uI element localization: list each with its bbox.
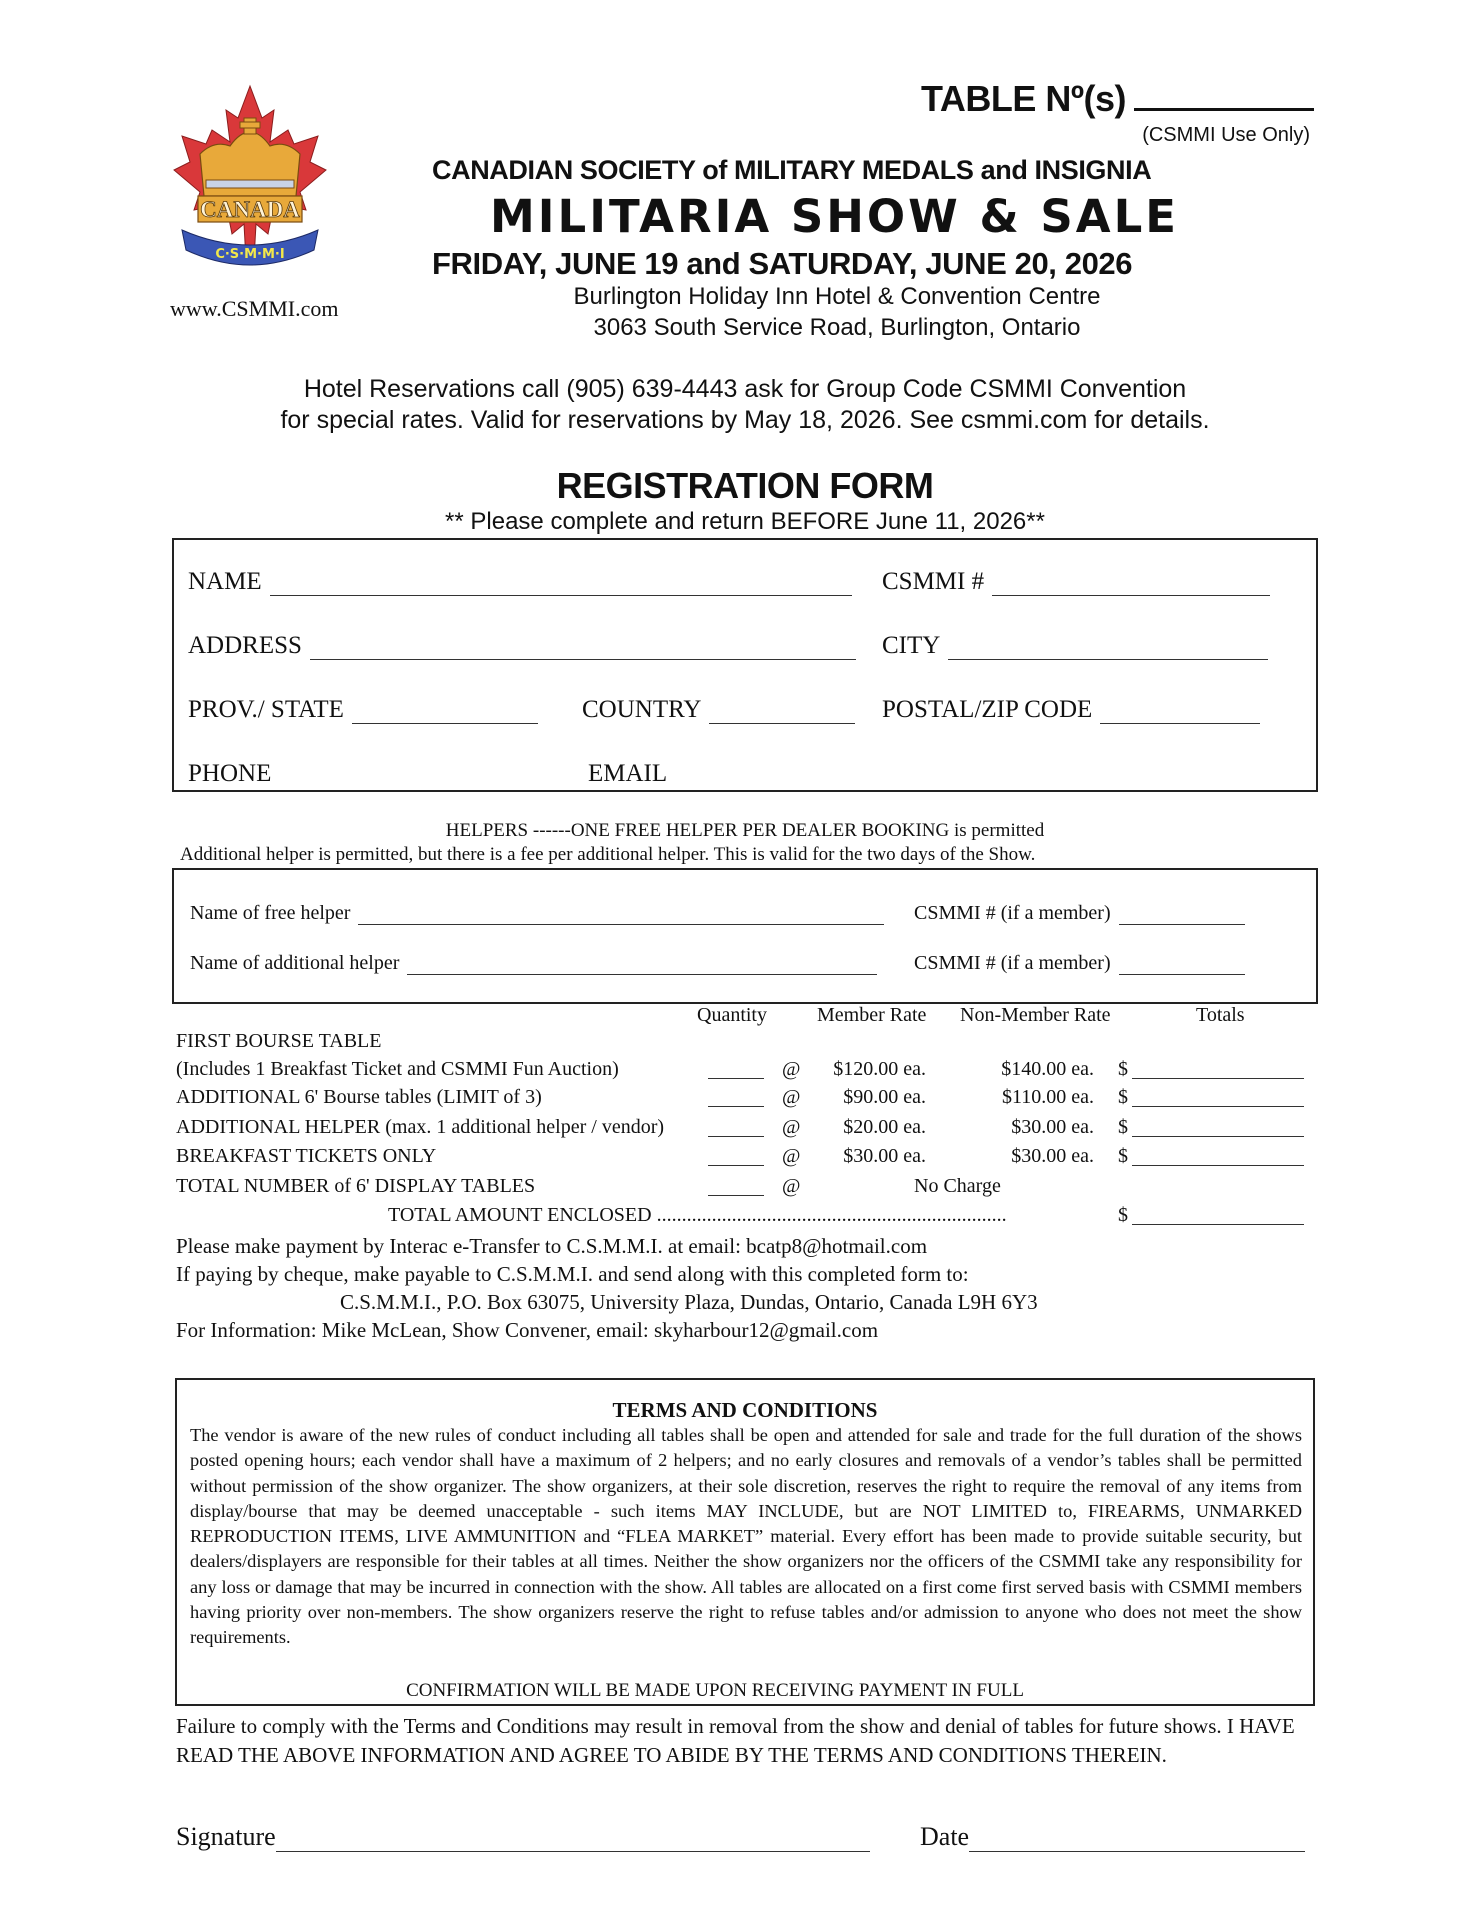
date-field[interactable]: [920, 1822, 1305, 1852]
country-field[interactable]: [582, 696, 855, 724]
additional-helper-non-member-rate: $30.00 ea.: [1011, 1116, 1094, 1138]
fee-row-label: TOTAL NUMBER of 6' DISPLAY TABLES: [176, 1175, 536, 1197]
first-table-total-input[interactable]: [1132, 1078, 1304, 1079]
non-member-rate-header: Non-Member Rate: [960, 1004, 1111, 1026]
display-tables-quantity-input[interactable]: [708, 1195, 764, 1196]
at-symbol: @: [782, 1116, 801, 1138]
helpers-heading: HELPERS ------ONE FREE HELPER PER DEALER BOOKING is permitted: [445, 820, 1045, 841]
country-label: COUNTRY: [582, 696, 702, 723]
additional-helper-csmmi-field[interactable]: [914, 952, 1245, 975]
hotel-info-line-2: for special rates. Valid for reservations by May 18, 2026. See csmmi.com for details.: [280, 406, 1210, 434]
additional-helper-label: Name of additional helper: [190, 952, 400, 974]
table-number-label: TABLE Nº(s): [921, 78, 1126, 119]
prov-state-label: PROV./ STATE: [188, 696, 344, 723]
helpers-note: Additional helper is permitted, but there is a fee per additional helper. This is valid for the two days of the Show.: [180, 844, 1036, 865]
prov-state-field[interactable]: [188, 696, 538, 724]
hotel-info-line-1: Hotel Reservations call (905) 639-4443 ask for Group Code CSMMI Convention: [303, 375, 1187, 403]
free-helper-csmmi-field[interactable]: [914, 902, 1245, 925]
page-title: REGISTRATION FORM: [556, 465, 934, 506]
agreement-statement: Failure to comply with the Terms and Conditions may result in removal from the show and denial of tables for future shows. I HAVE READ THE ABOVE INFORMATION AND AGREE TO ABIDE BY THE TERMS AND CONDITIONS THEREIN.: [176, 1714, 1295, 1767]
address-label: ADDRESS: [188, 632, 302, 659]
fee-row-label: ADDITIONAL 6' Bourse tables (LIMIT of 3): [176, 1086, 542, 1108]
at-symbol: @: [782, 1058, 801, 1080]
additional-helper-member-rate: $20.00 ea.: [843, 1116, 926, 1138]
mailing-address: C.S.M.M.I., P.O. Box 63075, University Plaza, Dundas, Ontario, Canada L9H 6Y3: [340, 1290, 1038, 1314]
additional-tables-total-input[interactable]: [1132, 1106, 1304, 1107]
email-label: EMAIL: [588, 760, 668, 787]
additional-tables-member-rate: $90.00 ea.: [843, 1086, 926, 1108]
helpers-section: [172, 868, 1318, 1004]
additional-tables-non-member-rate: $110.00 ea.: [1001, 1086, 1094, 1108]
table-number-blank[interactable]: [1134, 78, 1314, 111]
first-table-member-rate: $120.00 ea.: [833, 1058, 926, 1080]
society-name: CANADIAN SOCIETY of MILITARY MEDALS and INSIGNIA: [432, 155, 1152, 185]
first-table-quantity-input[interactable]: [708, 1078, 764, 1079]
at-symbol: @: [782, 1145, 801, 1167]
city-field[interactable]: [882, 632, 1268, 660]
confirmation-notice: CONFIRMATION WILL BE MADE UPON RECEIVING PAYMENT IN FULL: [406, 1680, 1024, 1701]
first-table-non-member-rate: $140.00 ea.: [1001, 1058, 1094, 1080]
postal-code-label: POSTAL/ZIP CODE: [882, 696, 1093, 723]
email-field[interactable]: [588, 760, 667, 788]
dollar-sign: $: [1118, 1086, 1128, 1108]
logo-canada-text: CANADA: [200, 197, 300, 222]
fee-row-label: ADDITIONAL HELPER (max. 1 additional helper / vendor): [176, 1116, 665, 1138]
dollar-sign: $: [1118, 1058, 1128, 1080]
contact-information: For Information: Mike McLean, Show Convener, email: skyharbour12@gmail.com: [176, 1318, 879, 1342]
free-helper-label: Name of free helper: [190, 902, 351, 924]
contact-info-section: [172, 538, 1318, 792]
breakfast-tickets-member-rate: $30.00 ea.: [843, 1145, 926, 1167]
show-dates: FRIDAY, JUNE 19 and SATURDAY, JUNE 20, 2026: [432, 246, 1133, 281]
table-number-field: [921, 78, 1314, 120]
address-field[interactable]: [188, 632, 856, 660]
name-field[interactable]: [188, 568, 852, 596]
member-rate-header: Member Rate: [817, 1004, 927, 1026]
dollar-sign: $: [1118, 1116, 1128, 1138]
signature-label: Signature: [176, 1822, 276, 1851]
breakfast-tickets-total-input[interactable]: [1132, 1165, 1304, 1166]
totals-header: Totals: [1196, 1004, 1245, 1026]
total-amount-enclosed-label: TOTAL AMOUNT ENCLOSED ......................................................................: [388, 1204, 1007, 1226]
additional-helper-total-input[interactable]: [1132, 1136, 1304, 1137]
free-helper-csmmi-label: CSMMI # (if a member): [914, 902, 1111, 924]
quantity-header: Quantity: [697, 1004, 767, 1026]
display-tables-no-charge: No Charge: [914, 1175, 1001, 1197]
signature-field[interactable]: [176, 1822, 870, 1852]
breakfast-tickets-quantity-input[interactable]: [708, 1165, 764, 1166]
table-use-only-note: (CSMMI Use Only): [1142, 124, 1310, 146]
show-address: 3063 South Service Road, Burlington, Ontario: [593, 314, 1081, 341]
payment-interac-info: Please make payment by Interac e-Transfer to C.S.M.M.I. at email: bcatp8@hotmail.com: [176, 1234, 928, 1258]
free-helper-field[interactable]: [190, 902, 884, 925]
postal-code-field[interactable]: [882, 696, 1260, 724]
city-label: CITY: [882, 632, 941, 659]
show-title: MILITARIA SHOW & SALE: [490, 190, 1180, 243]
total-amount-enclosed-input[interactable]: [1132, 1224, 1304, 1225]
additional-helper-quantity-input[interactable]: [708, 1136, 764, 1137]
fee-row-label: BREAKFAST TICKETS ONLY: [176, 1145, 437, 1167]
fee-row-label: (Includes 1 Breakfast Ticket and CSMMI Fun Auction): [176, 1058, 619, 1080]
phone-field[interactable]: [188, 760, 271, 788]
terms-body: The vendor is aware of the new rules of conduct including all tables shall be open and attended for sale and trade for the full duration of the shows posted opening hours; each vendor shall have a maximum of 2 helpers; and no early closures and removals of a vendor’s tables shall be permitted without permission of the show organizer. The show organizers, at their sole discretion, reserves the right to require the removal of any items from display/bourse that may be deemed unacceptable - such items MAY INCLUDE, but are NOT LIMITED to, FIREARMS, UNMARKED REPRODUCTION ITEMS, LIVE AMMUNITION and “FLEA MARKET” material. Every effort has been made to provide suitable security, but dealers/displayers are responsible for their tables at all times. Neither the show organizers nor the officers of the CSMMI take any responsibility for any loss or damage that may be incurred in connection with the show. All tables are allocated on a first come first served basis with CSMMI members having priority over non-members. The show organizers reserve the right to refuse tables and/or admission to anyone who does not meet the show requirements.: [190, 1425, 1302, 1648]
name-label: NAME: [188, 568, 262, 595]
terms-title: TERMS AND CONDITIONS: [612, 1398, 878, 1422]
dollar-sign: $: [1118, 1145, 1128, 1167]
csmmi-number-field[interactable]: [882, 568, 1270, 596]
additional-helper-csmmi-label: CSMMI # (if a member): [914, 952, 1111, 974]
logo-ribbon-text: C·S·M·M·I: [215, 247, 285, 262]
first-bourse-table-heading: FIRST BOURSE TABLE: [176, 1030, 382, 1052]
show-venue: Burlington Holiday Inn Hotel & Convention Centre: [573, 283, 1101, 310]
csmmi-logo-icon: [170, 84, 330, 284]
breakfast-tickets-non-member-rate: $30.00 ea.: [1011, 1145, 1094, 1167]
date-label: Date: [920, 1822, 970, 1851]
return-deadline: ** Please complete and return BEFORE June 11, 2026**: [445, 508, 1045, 535]
csmmi-number-label: CSMMI #: [882, 568, 985, 595]
at-symbol: @: [782, 1175, 801, 1197]
at-symbol: @: [782, 1086, 801, 1108]
dollar-sign: $: [1118, 1204, 1128, 1226]
additional-tables-quantity-input[interactable]: [708, 1106, 764, 1107]
phone-label: PHONE: [188, 760, 272, 787]
logo-url[interactable]: www.CSMMI.com: [170, 296, 339, 321]
additional-helper-field[interactable]: [190, 952, 877, 975]
payment-cheque-info: If paying by cheque, make payable to C.S.M.M.I. and send along with this completed form to:: [176, 1262, 969, 1286]
